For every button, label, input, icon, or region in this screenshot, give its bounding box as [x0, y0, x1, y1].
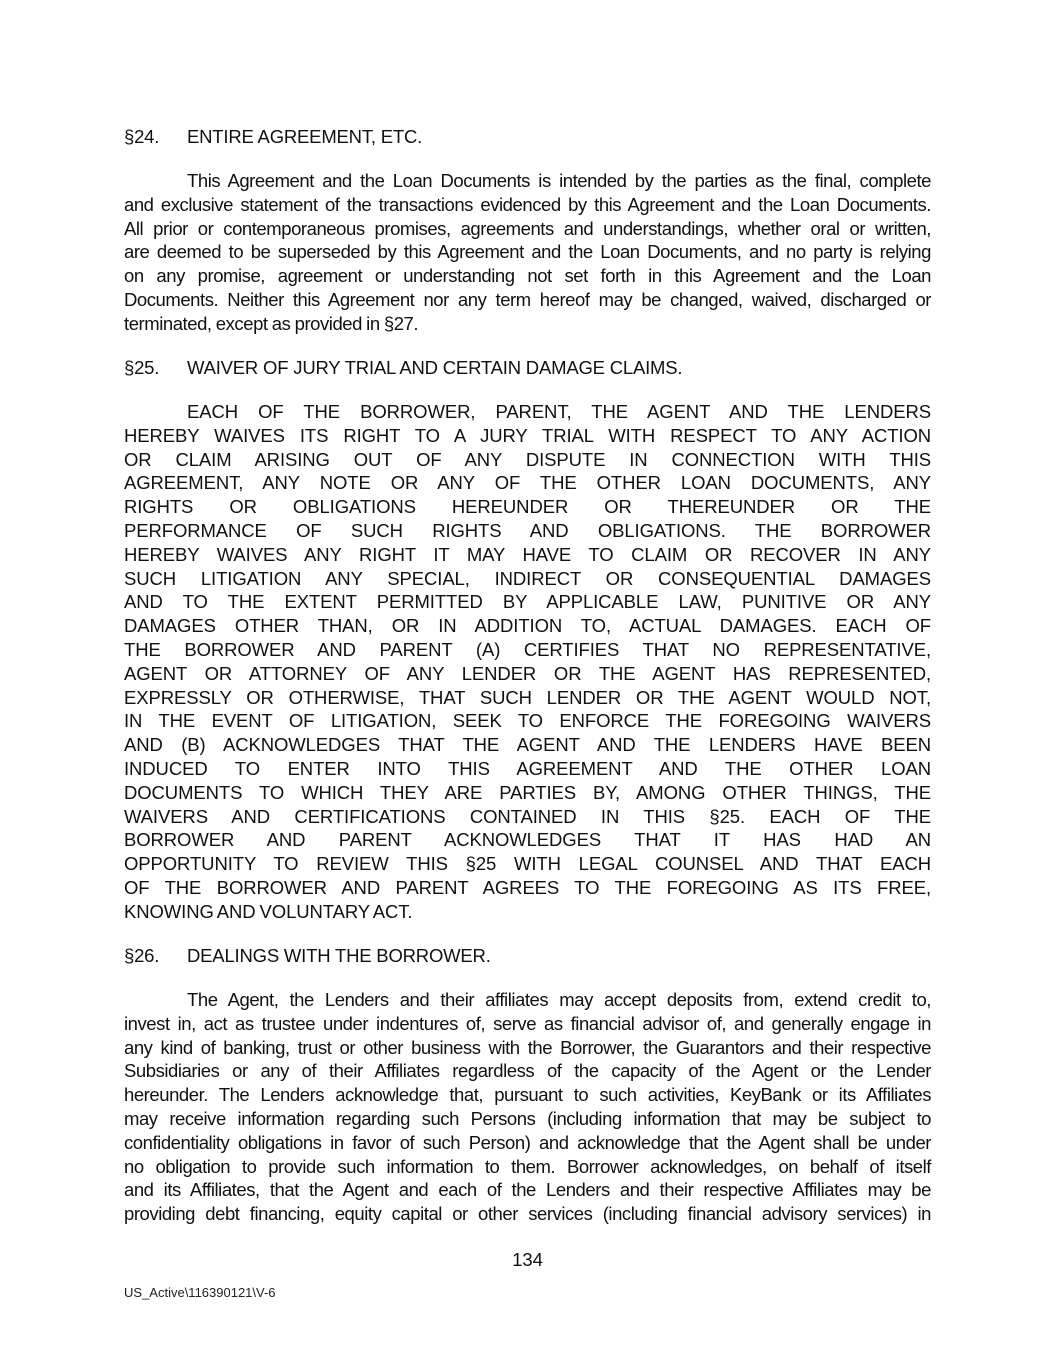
text-line: AND (B) ACKNOWLEDGES THAT THE AGENT AND THE LENDERS HAVE BEEN	[124, 734, 931, 756]
text-line: Documents. Neither this Agreement nor any term hereof may be changed, waived, discharged or	[124, 288, 931, 310]
text-line: invest in, act as trustee under indentures of, serve as financial advisor of, and generally engage in	[124, 1012, 931, 1034]
text-line: IN THE EVENT OF LITIGATION, SEEK TO ENFORCE THE FOREGOING WAIVERS	[124, 710, 931, 732]
section-heading-26	[124, 944, 491, 968]
section-body-25	[124, 400, 931, 924]
text-line: Subsidiaries or any of their Affiliates regardless of the capacity of the Agent or the Lender	[124, 1060, 931, 1082]
text-line: The Agent, the Lenders and their affiliates may accept deposits from, extend credit to,	[187, 989, 931, 1010]
text-line: EACH OF THE BORROWER, PARENT, THE AGENT AND THE LENDERS	[187, 401, 931, 422]
section-title: ENTIRE AGREEMENT, ETC.	[187, 126, 423, 147]
section-heading-25	[124, 356, 682, 380]
text-line: are deemed to be superseded by this Agreement and the Loan Documents, and no party is relying	[124, 241, 931, 263]
text-line: confidentiality obligations in favor of such Person) and acknowledge that the Agent shall be under	[124, 1131, 931, 1153]
text-line: DOCUMENTS TO WHICH THEY ARE PARTIES BY, AMONG OTHER THINGS, THE	[124, 781, 931, 803]
text-line: OPPORTUNITY TO REVIEW THIS §25 WITH LEGAL COUNSEL AND THAT EACH	[124, 853, 931, 875]
text-line: This Agreement and the Loan Documents is intended by the parties as the final, complete	[187, 170, 931, 191]
text-line: on any promise, agreement or understanding not set forth in this Agreement and the Loan	[124, 265, 931, 287]
text-line: EXPRESSLY OR OTHERWISE, THAT SUCH LENDER OR THE AGENT WOULD NOT,	[124, 686, 931, 708]
section-number: §24.	[124, 126, 160, 147]
text-line: may receive information regarding such Persons (including information that may be subject to	[124, 1107, 931, 1129]
text-line: BORROWER AND PARENT ACKNOWLEDGES THAT IT HAS HAD AN	[124, 829, 931, 851]
text-line: DAMAGES OTHER THAN, OR IN ADDITION TO, ACTUAL DAMAGES. EACH OF	[124, 615, 931, 637]
text-line: providing debt financing, equity capital or other services (including financial advisory services) in	[124, 1203, 931, 1225]
text-line: SUCH LITIGATION ANY SPECIAL, INDIRECT OR CONSEQUENTIAL DAMAGES	[124, 567, 931, 589]
section-number: §26.	[124, 945, 160, 966]
text-line: no obligation to provide such information to them. Borrower acknowledges, on behalf of itself	[124, 1155, 931, 1177]
text-line: INDUCED TO ENTER INTO THIS AGREEMENT AND THE OTHER LOAN	[124, 757, 931, 779]
document-id-footer: US_Active\116390121\V-6	[124, 1285, 276, 1300]
text-line: AGREEMENT, ANY NOTE OR ANY OF THE OTHER LOAN DOCUMENTS, ANY	[124, 472, 931, 494]
text-line: WAIVERS AND CERTIFICATIONS CONTAINED IN THIS §25. EACH OF THE	[124, 805, 931, 827]
text-line: AND TO THE EXTENT PERMITTED BY APPLICABLE LAW, PUNITIVE OR ANY	[124, 591, 931, 613]
text-line: THE BORROWER AND PARENT (A) CERTIFIES THAT NO REPRESENTATIVE,	[124, 638, 931, 660]
section-body-26	[124, 988, 931, 1226]
section-heading-24	[124, 125, 422, 149]
section-title: DEALINGS WITH THE BORROWER.	[187, 945, 491, 966]
text-line: HEREBY WAIVES ITS RIGHT TO A JURY TRIAL WITH RESPECT TO ANY ACTION	[124, 424, 931, 446]
text-line: HEREBY WAIVES ANY RIGHT IT MAY HAVE TO CLAIM OR RECOVER IN ANY	[124, 543, 931, 565]
page-number: 134	[512, 1249, 543, 1270]
text-line: RIGHTS OR OBLIGATIONS HEREUNDER OR THEREUNDER OR THE	[124, 496, 931, 518]
text-line: AGENT OR ATTORNEY OF ANY LENDER OR THE AGENT HAS REPRESENTED,	[124, 662, 931, 684]
section-number: §25.	[124, 357, 160, 378]
text-line: OF THE BORROWER AND PARENT AGREES TO THE FOREGOING AS ITS FREE,	[124, 876, 931, 898]
text-line: and exclusive statement of the transactions evidenced by this Agreement and the Loan Documents.	[124, 193, 931, 215]
text-line: KNOWING AND VOLUNTARY ACT.	[124, 900, 413, 922]
text-line: All prior or contemporaneous promises, agreements and understandings, whether oral or written,	[124, 217, 931, 239]
text-line: OR CLAIM ARISING OUT OF ANY DISPUTE IN CONNECTION WITH THIS	[124, 448, 931, 470]
text-line: PERFORMANCE OF SUCH RIGHTS AND OBLIGATIONS. THE BORROWER	[124, 519, 931, 541]
text-line: hereunder. The Lenders acknowledge that, pursuant to such activities, KeyBank or its Affiliates	[124, 1084, 931, 1106]
text-line: any kind of banking, trust or other business with the Borrower, the Guarantors and their respective	[124, 1036, 931, 1058]
section-title: WAIVER OF JURY TRIAL AND CERTAIN DAMAGE CLAIMS.	[187, 357, 683, 378]
text-line: terminated, except as provided in §27.	[124, 312, 419, 334]
text-line: and its Affiliates, that the Agent and each of the Lenders and their respective Affiliates may be	[124, 1179, 931, 1201]
section-body-24	[124, 169, 931, 336]
